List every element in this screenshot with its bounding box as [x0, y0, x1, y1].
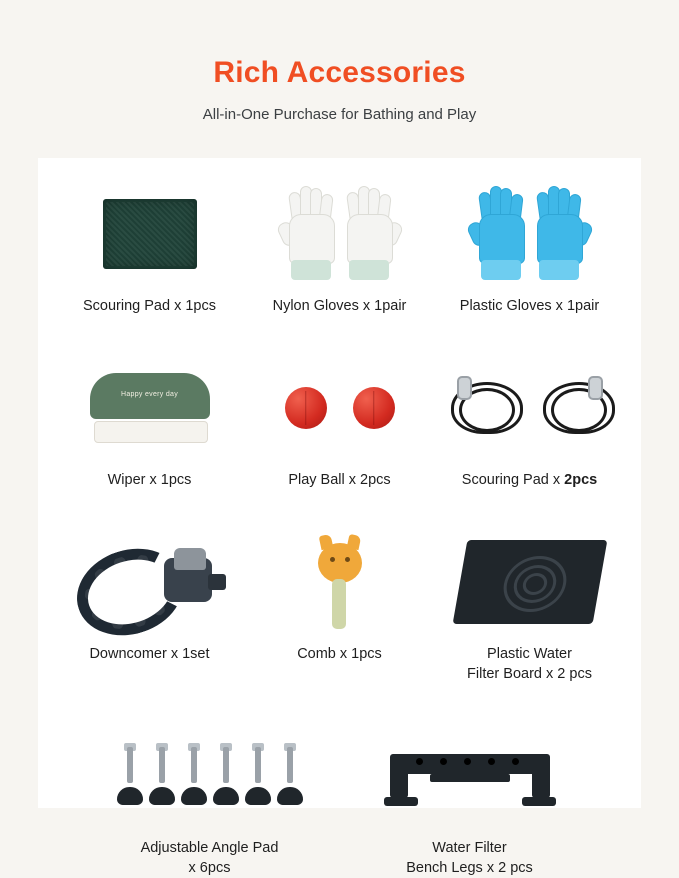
item-caption-line1: Adjustable Angle Pad — [140, 840, 279, 856]
bench-legs-icon — [340, 722, 600, 830]
accessories-row — [54, 354, 625, 490]
play-ball-icon — [245, 354, 435, 462]
item-caption: Plastic Gloves x 1pair — [459, 298, 600, 314]
item-comb — [245, 528, 435, 684]
filter-board-icon — [435, 528, 625, 636]
item-caption-line2: Bench Legs x 2 pcs — [406, 860, 533, 876]
item-plastic-water-filter-board — [435, 528, 625, 684]
cord-loops-icon — [435, 354, 625, 462]
item-caption-line2: x 6pcs — [188, 860, 231, 876]
item-caption-line2: Filter Board x 2 pcs — [467, 666, 592, 682]
comb-icon — [245, 528, 435, 636]
item-nylon-gloves — [245, 180, 435, 316]
item-caption: Scouring Pad x 1pcs — [83, 298, 216, 314]
accessories-row — [54, 722, 625, 878]
item-caption — [462, 470, 597, 490]
item-caption — [141, 838, 279, 878]
item-scouring-pad-cords — [435, 354, 625, 490]
item-scouring-pad — [55, 180, 245, 316]
item-caption-text: Scouring Pad x — [461, 472, 565, 488]
page-title: Rich Accessories — [213, 56, 466, 89]
item-caption — [467, 644, 592, 684]
item-water-filter-bench-legs — [340, 722, 600, 878]
accessories-card — [38, 158, 641, 876]
item-caption-qty: 2pcs — [564, 472, 598, 488]
item-adjustable-angle-pad — [80, 722, 340, 878]
plastic-gloves-icon — [435, 180, 625, 288]
wiper-label-text: Happy every day — [120, 391, 179, 398]
downcomer-icon — [55, 528, 245, 636]
item-caption: Play Ball x 2pcs — [288, 472, 391, 488]
item-plastic-gloves — [435, 180, 625, 316]
item-caption: Downcomer x 1set — [89, 646, 210, 662]
accessories-row — [54, 180, 625, 316]
page-subtitle: All-in-One Purchase for Bathing and Play — [202, 106, 477, 123]
wiper-icon — [55, 354, 245, 462]
page-header — [0, 0, 679, 123]
accessories-grid — [38, 158, 641, 878]
accessories-row — [54, 528, 625, 684]
row-spacer — [54, 316, 625, 354]
angle-pad-icon — [80, 722, 340, 830]
item-caption: Comb x 1pcs — [297, 646, 382, 662]
item-caption: Wiper x 1pcs — [107, 472, 192, 488]
nylon-gloves-icon — [245, 180, 435, 288]
item-wiper — [55, 354, 245, 490]
row-spacer — [54, 684, 625, 722]
item-caption — [406, 838, 533, 878]
scouring-pad-icon — [55, 180, 245, 288]
item-caption-line1: Plastic Water — [487, 646, 572, 662]
item-downcomer — [55, 528, 245, 684]
item-caption-line1: Water Filter — [432, 840, 507, 856]
item-play-ball — [245, 354, 435, 490]
item-caption: Nylon Gloves x 1pair — [272, 298, 407, 314]
row-spacer — [54, 490, 625, 528]
